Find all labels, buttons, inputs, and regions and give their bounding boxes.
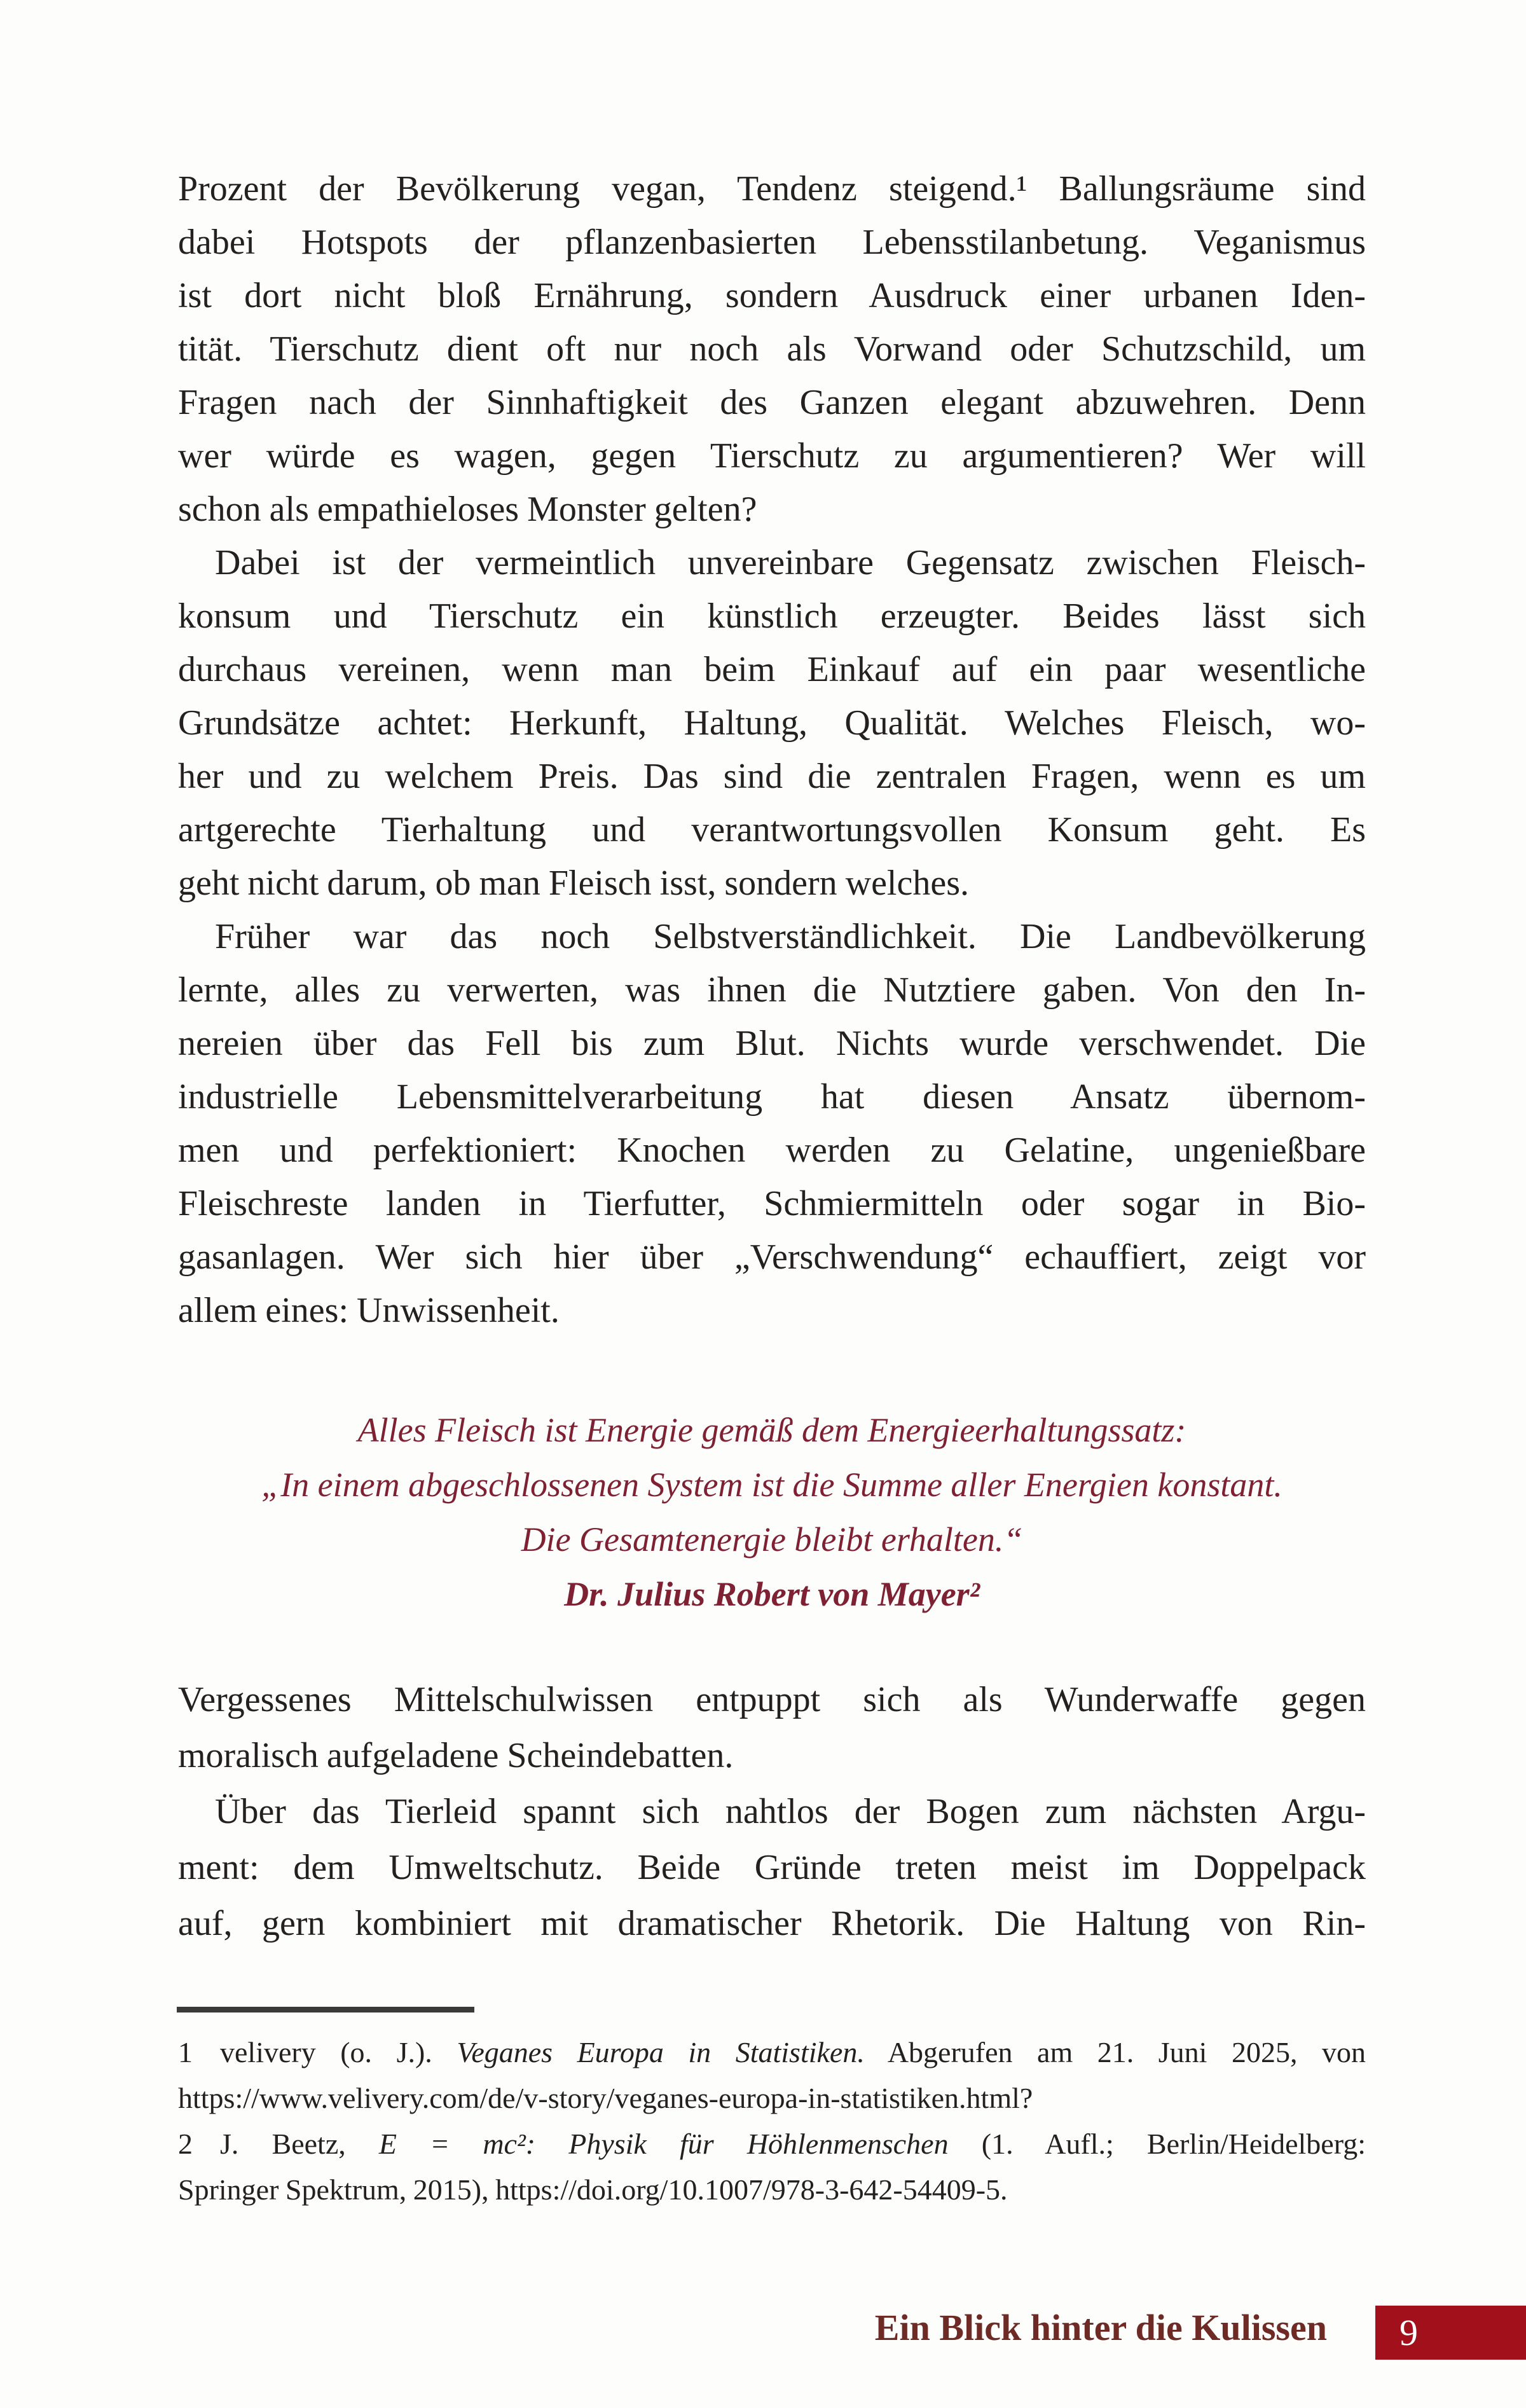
body-text-line: auf, gern kombiniert mit dramatischer Rhetorik. Die Haltung von Rin- — [178, 1904, 1366, 1943]
body-text-line: durchaus vereinen, wenn man beim Einkauf auf ein paar wesentliche — [178, 650, 1366, 689]
body-text-line: Früher war das noch Selbstverständlichkeit. Die Landbevölkerung — [215, 917, 1366, 956]
quote-line: Die Gesamtenergie bleibt erhalten.“ — [521, 1520, 1023, 1558]
body-text-line: Fragen nach der Sinnhaftigkeit des Ganzen elegant abzuwehren. Denn — [178, 383, 1366, 422]
body-text-line: lernte, alles zu verwerten, was ihnen die Nutztiere gaben. Von den In- — [178, 970, 1366, 1010]
body-text-line: ment: dem Umweltschutz. Beide Gründe treten meist im Doppelpack — [178, 1848, 1366, 1887]
quote-line: „In einem abgeschlossenen System ist die Summe aller Energien konstant. — [261, 1466, 1282, 1504]
body-text-line: schon als empathieloses Monster gelten? — [178, 490, 757, 529]
footnote-text: J. Beetz, — [220, 2128, 379, 2160]
body-text-line: allem eines: Unwissenheit. — [178, 1291, 560, 1330]
body-text-line: ist dort nicht bloß Ernährung, sondern Ausdruck einer urbanen Iden- — [178, 276, 1366, 315]
body-text-line: Über das Tierleid spannt sich nahtlos der Bogen zum nächsten Argu- — [215, 1792, 1366, 1831]
body-text-line: Grundsätze achtet: Herkunft, Haltung, Qualität. Welches Fleisch, wo- — [178, 703, 1366, 743]
footnote-divider-rule — [177, 2007, 474, 2012]
body-text-line: tität. Tierschutz dient oft nur noch als Vorwand oder Schutzschild, um — [178, 329, 1366, 369]
body-text-line: industrielle Lebensmittelverarbeitung hat diesen Ansatz übernom- — [178, 1077, 1366, 1117]
body-text-line: artgerechte Tierhaltung und verantwortungsvollen Konsum geht. Es — [178, 810, 1366, 850]
page-number-badge — [1375, 2306, 1526, 2360]
footnote-line — [178, 2030, 1366, 2075]
footnote-number: 1 — [178, 2036, 193, 2068]
body-text-line: wer würde es wagen, gegen Tierschutz zu argumentieren? Wer will — [178, 436, 1366, 476]
body-text-line: Prozent der Bevölkerung vegan, Tendenz steigend.¹ Ballungsräume sind — [178, 169, 1366, 209]
body-text-top — [178, 162, 1366, 1337]
body-text-line: her und zu welchem Preis. Das sind die zentralen Fragen, wenn es um — [178, 757, 1366, 796]
footnote-title-italic: Veganes Europa in Statistiken. — [457, 2036, 865, 2068]
quote-attribution: Dr. Julius Robert von Mayer² — [564, 1575, 980, 1613]
body-text-line: gasanlagen. Wer sich hier über „Verschwendung“ echauffiert, zeigt vor — [178, 1237, 1366, 1277]
body-text-line: dabei Hotspots der pflanzenbasierten Lebensstilanbetung. Veganismus — [178, 223, 1366, 262]
footnote-number: 2 — [178, 2128, 193, 2160]
footnote-line — [178, 2121, 1366, 2167]
body-text-line: Vergessenes Mittelschulwissen entpuppt sich als Wunderwaffe gegen — [178, 1680, 1366, 1719]
footnote-text: velivery (o. J.). — [220, 2036, 457, 2068]
body-text-line: konsum und Tierschutz ein künstlich erzeugter. Beides lässt sich — [178, 596, 1366, 636]
running-footer-chapter-title: Ein Blick hinter die Kulissen — [874, 2307, 1327, 2348]
body-text-line: men und perfektioniert: Knochen werden zu Gelatine, ungenießbare — [178, 1131, 1366, 1170]
body-text-bottom — [178, 1672, 1366, 1951]
body-text-line: moralisch aufgeladene Scheindebatten. — [178, 1736, 734, 1775]
body-text-line: nereien über das Fell bis zum Blut. Nichts wurde verschwendet. Die — [178, 1024, 1366, 1063]
body-text-line: Fleischreste landen in Tierfutter, Schmiermitteln oder sogar in Bio- — [178, 1184, 1366, 1223]
page-number: 9 — [1399, 2312, 1418, 2353]
quote-block — [178, 1403, 1366, 1621]
footnote-line: https://www.velivery.com/de/v-story/veganes-europa-in-statistiken.html? — [178, 2082, 1033, 2114]
footnotes — [178, 2030, 1366, 2213]
body-text-line: Dabei ist der vermeintlich unvereinbare Gegensatz zwischen Fleisch- — [215, 543, 1366, 582]
footnote-title-italic: E = mc²: Physik für Höhlenmenschen — [378, 2128, 949, 2160]
quote-line: Alles Fleisch ist Energie gemäß dem Energieerhaltungssatz: — [357, 1411, 1186, 1449]
footnote-text: Abgerufen am 21. Juni 2025, von — [864, 2036, 1366, 2068]
footnote-line: Springer Spektrum, 2015), https://doi.org/10.1007/978-3-642-54409-5. — [178, 2173, 1008, 2206]
footnote-text: (1. Aufl.; Berlin/Heidelberg: — [948, 2128, 1366, 2160]
body-text-line: geht nicht darum, ob man Fleisch isst, sondern welches. — [178, 863, 969, 903]
